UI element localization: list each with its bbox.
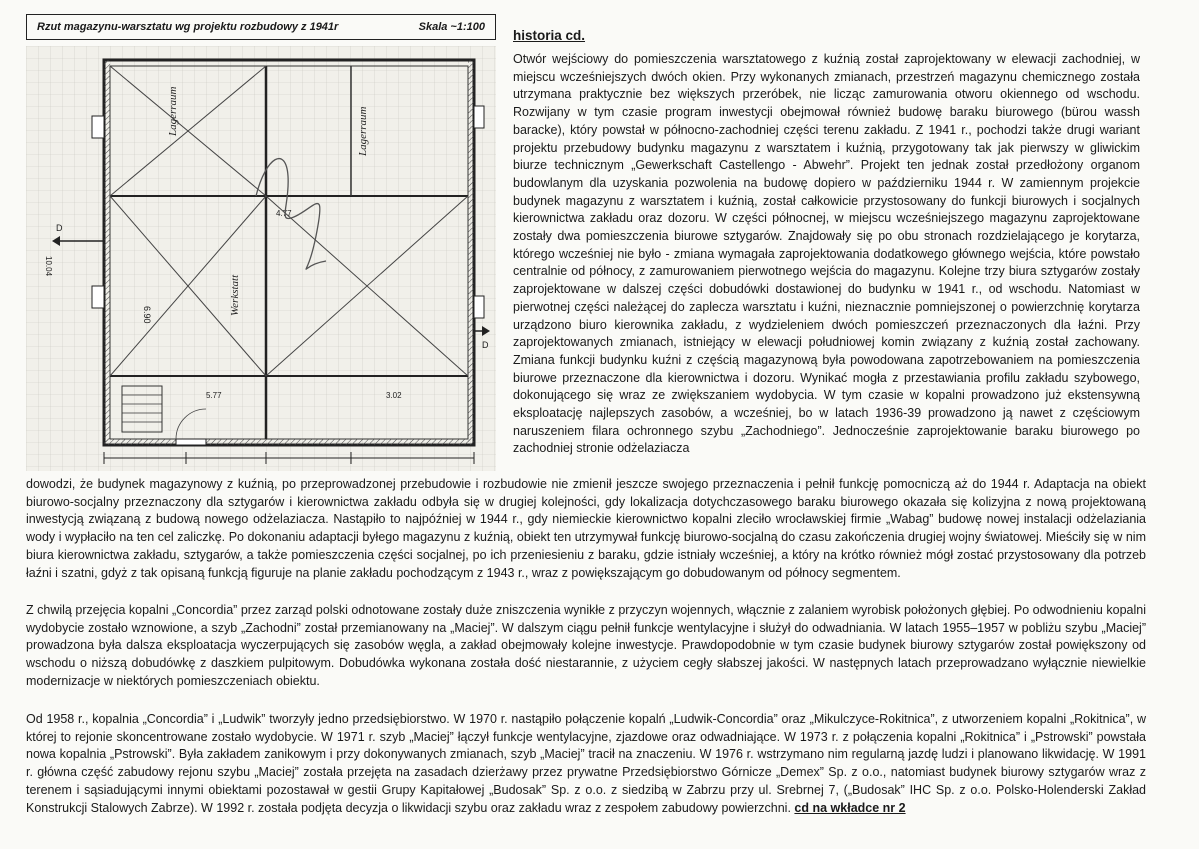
drawing-grid — [26, 46, 496, 471]
floor-plan-figure — [26, 46, 496, 471]
window-east-1 — [474, 106, 484, 128]
window-east-2 — [474, 296, 484, 318]
east-wall-hatch — [468, 60, 474, 445]
room-label-a: Lagerraum — [167, 86, 179, 136]
dimension-label: 4.77 — [276, 209, 292, 218]
paragraph-1-side: Otwór wejściowy do pomieszczenia warsztatowego z kuźnią został zaprojektowany w elewacji zachodniej, w miejscu wcześniejszych dwóch okien. Przy wykonanych zmianach, przestrzeń magazynu chemicznego została utrzymana praktycznie bez większych przeróbek, nie licząc zamurowania otworu okiennego od wschodu. Rozwijany w tym czasie program inwestycji obejmował również budowę baraku biurowego (bürou wassh baracke), który powstał w północno-zachodniej części terenu zakładu. Z 1941 r., pochodzi także drugi wariant projektu przebudowy budynku magazynu z warsztatem i kuźnią, przygotowany tak jak pierwszy w gliwickim biurze technicznym „Gewerkschaft Castellengo - Abwehr”. Projekt ten jednak został przedłożony organom budowlanym dla uzyskania pozwolenia na budowę dopiero w październiku 1944 r. W zamiennym projekcie budynek magazynu z warsztatem i kuźnią, został całkowicie przystosowany do funkcji biurowych i socjalnych kierownictwa zakładu oraz dozoru. W części północnej, w miejscu wcześniejszego magazynu zaprojektowane zostały dwa pomieszczenia biurowe sztygarów. Znajdowały się po obu stronach rozdzielającego je korytarza, którego wcześniej nie było - zmiana wymagała zaprojektowania dodatkowego głównego wejścia, które powstało centralnie od północy, z zamurowaniem pierwotnego wejścia do magazynu. Kolejne trzy biura sztygarów zostały zaprojektowane w dalszej części dobudówki dostawionej do budynku w 1941 r., od wschodu. Natomiast w pierwotnej części należącej do zaplecza warsztatu i kuźni, nieznacznie pomniejszonej o powierzchnię korytarza urządzono biuro kierownika zakładu, z wydzieleniem dwóch pomieszczeń przeznaczonych dla łaźni. Przy zaprojektowanych zmianach, istniejący w elewacji południowej komin związany z kuźnią został zachowany. Zmiana funkcji budynku kuźni z częścią magazynową była powodowana zapotrzebowaniem na pomieszczenia biurowe przeznaczone dla kierownictwa i dozoru. Wynikać mogła z przestawiania profilu zakładu szybowego, dokonującego się wraz ze zwiększaniem wydobycia. W tym czasie w kopalni prowadzono już ekstensywną eksploatację najlepszych zasobów, a wcześniej, bo w latach 1936-39 prowadzono ją nawet z częściowym naruszeniem filara ochronnego szybu „Zachodniego”. Jednocześnie zaprojektowanie baraku biurowego po zachodniej stronie odżelaziacza — [513, 52, 1140, 456]
dimension-label: 5.77 — [206, 391, 222, 400]
figure-caption — [26, 14, 496, 40]
paragraph-1-continued: dowodzi, że budynek magazynowy z kuźnią, po przeprowadzonej przebudowie i rozbudowie nie zmienił jeszcze swojego przeznaczenia i pełnił funkcję pomocniczą aż do 1944 r. Adaptacja na obiekt biurowo-socjalny przeznaczony dla sztygarów i kierownictwa zakładu odbyła się w drugiej kolejności, gdy lokalizacja dotychczasowego baraku biurowego okazała się kolizyjna z nową projektowaną inwestycją związaną z budową nowego odżelaziacza. Nastąpiło to najpóźniej w 1944 r., gdy niemieckie kierownictwo kopalni zleciło wrocławskiej firmie „Wabag” budowę nowej instalacji odżelaziania wody i wypłaciło na ten cel zaliczkę. Po dokonaniu adaptacji byłego magazynu z kuźnią, obiekt ten utrzymywał funkcję biurowo-socjalną do czasu zakończenia drugiej wojny światowej. Mieściły się w nim biura kierownictwa zakładu, sztygarów, a także pomieszczenia części socjalnej, po ich przeniesieniu z baraku, gdzie istniały wcześniej, a który na krótko również mógł zostać przystosowany dla potrzeb łaźni i szatni, gdyż z tak opisaną funkcją figuruje na planie zakładu pochodzącym z 1943 r., wraz z powiększającym go dobudowanym od północy segmentem. — [26, 477, 1146, 580]
room-label-b: Werkstatt — [229, 274, 241, 316]
west-wall-hatch — [104, 60, 110, 445]
figure-caption-title: Rzut magazynu-warsztatu wg projektu rozbudowy z 1941r — [37, 21, 339, 33]
floor-plan-drawing — [26, 46, 496, 471]
paragraph-3 — [26, 711, 1146, 817]
continue-link[interactable]: cd na wkładce nr 2 — [794, 800, 906, 815]
paragraph-3-text: Od 1958 r., kopalnia „Concordia” i „Ludwik” tworzyły jedno przedsiębiorstwo. W 1970 r. nastąpiło połączenie kopalń „Ludwik-Concordia” oraz „Mikulczyce-Rokitnica”, z utworzeniem kopalni „Rokitnica”, w której to rejonie skoncentrowane zostało wydobycie. W 1971 r. szyb „Maciej” łączył funkcje wentylacyjne, zjazdowe oraz odwadniające. W 1973 r. z połączenia kopalni „Rokitnica” i „Pstrowski” powstała nowa kopalnia „Pstrowski”. Była zakładem zanikowym i przy dokonywanych zmianach, szyb „Maciej” tracił na znaczeniu. W 1976 r. wstrzymano nim regularną jazdę ludzi i planowano likwidację. W 1991 r. główna część zabudowy rejonu szybu „Maciej” została przejęta na zasadach dzierżawy przez prywatne Przedsiębiorstwo Górnicze „Demex” Sp. z o.o., natomiast budynek biurowy sztygarów wraz z terenem i sąsiadującymi innymi obiektami pozostawał w gestii Grupy Kapitałowej „Budosak” Sp. z o.o. z siedzibą w Zabrzu przy ul. Srebrnej 7, („Budosak” IHC Sp. z o.o. Polsko-Holenderski Zakład Konstrukcji Stalowych Zabrze). W 1992 r. została podjęta decyzja o likwidacji szybu oraz zakładu wraz z zespołem zabudowy powierzchni. — [26, 712, 1146, 815]
room-label-c: Lagerraum — [357, 106, 369, 156]
dimension-label: 10.04 — [44, 256, 53, 277]
window-west-2 — [92, 286, 104, 308]
section-title: historia cd. — [513, 28, 586, 43]
paragraph-2: Z chwilą przejęcia kopalni „Concordia” przez zarząd polski odnotowane zostały duże zniszczenia wynikłe z przyczyn wojennych, włącznie z zalaniem wyrobisk położonych głębiej. Po odwodnieniu kopalni wydobycie zostało wznowione, a szyb „Zachodni” został przemianowany na „Maciej”. W dalszym ciągu pełnił funkcje wentylacyjne i służył do odwadniania. W latach 1955–1957 w pobliżu szybu „Maciej” prowadzona była dalsza eksploatacja wyczerpujących się zasobów węgla, a zakład obejmowały kolejne inwestycje. Prawdopodobnie w tym czasie budynek biurowy sztygarów został powiększony od wschodu o niższą dobudówkę z daszkiem pulpitowym. Dobudówka wykonana została dość niestarannie, z użyciem cegły słabszej jakości. W następnych latach przeprowadzano wyłącznie niewielkie modernizacje w niektórych pomieszczeniach obiektu. — [26, 603, 1146, 688]
dimension-label: 3.02 — [386, 391, 402, 400]
dimension-label: 6.90 — [142, 306, 152, 324]
section-marker-left: D — [56, 223, 63, 233]
door-south — [176, 439, 206, 445]
section-marker-right: D — [482, 340, 489, 350]
south-wall-hatch — [104, 439, 474, 445]
window-west-1 — [92, 116, 104, 138]
figure-caption-scale: Skala ~1:100 — [418, 21, 485, 33]
